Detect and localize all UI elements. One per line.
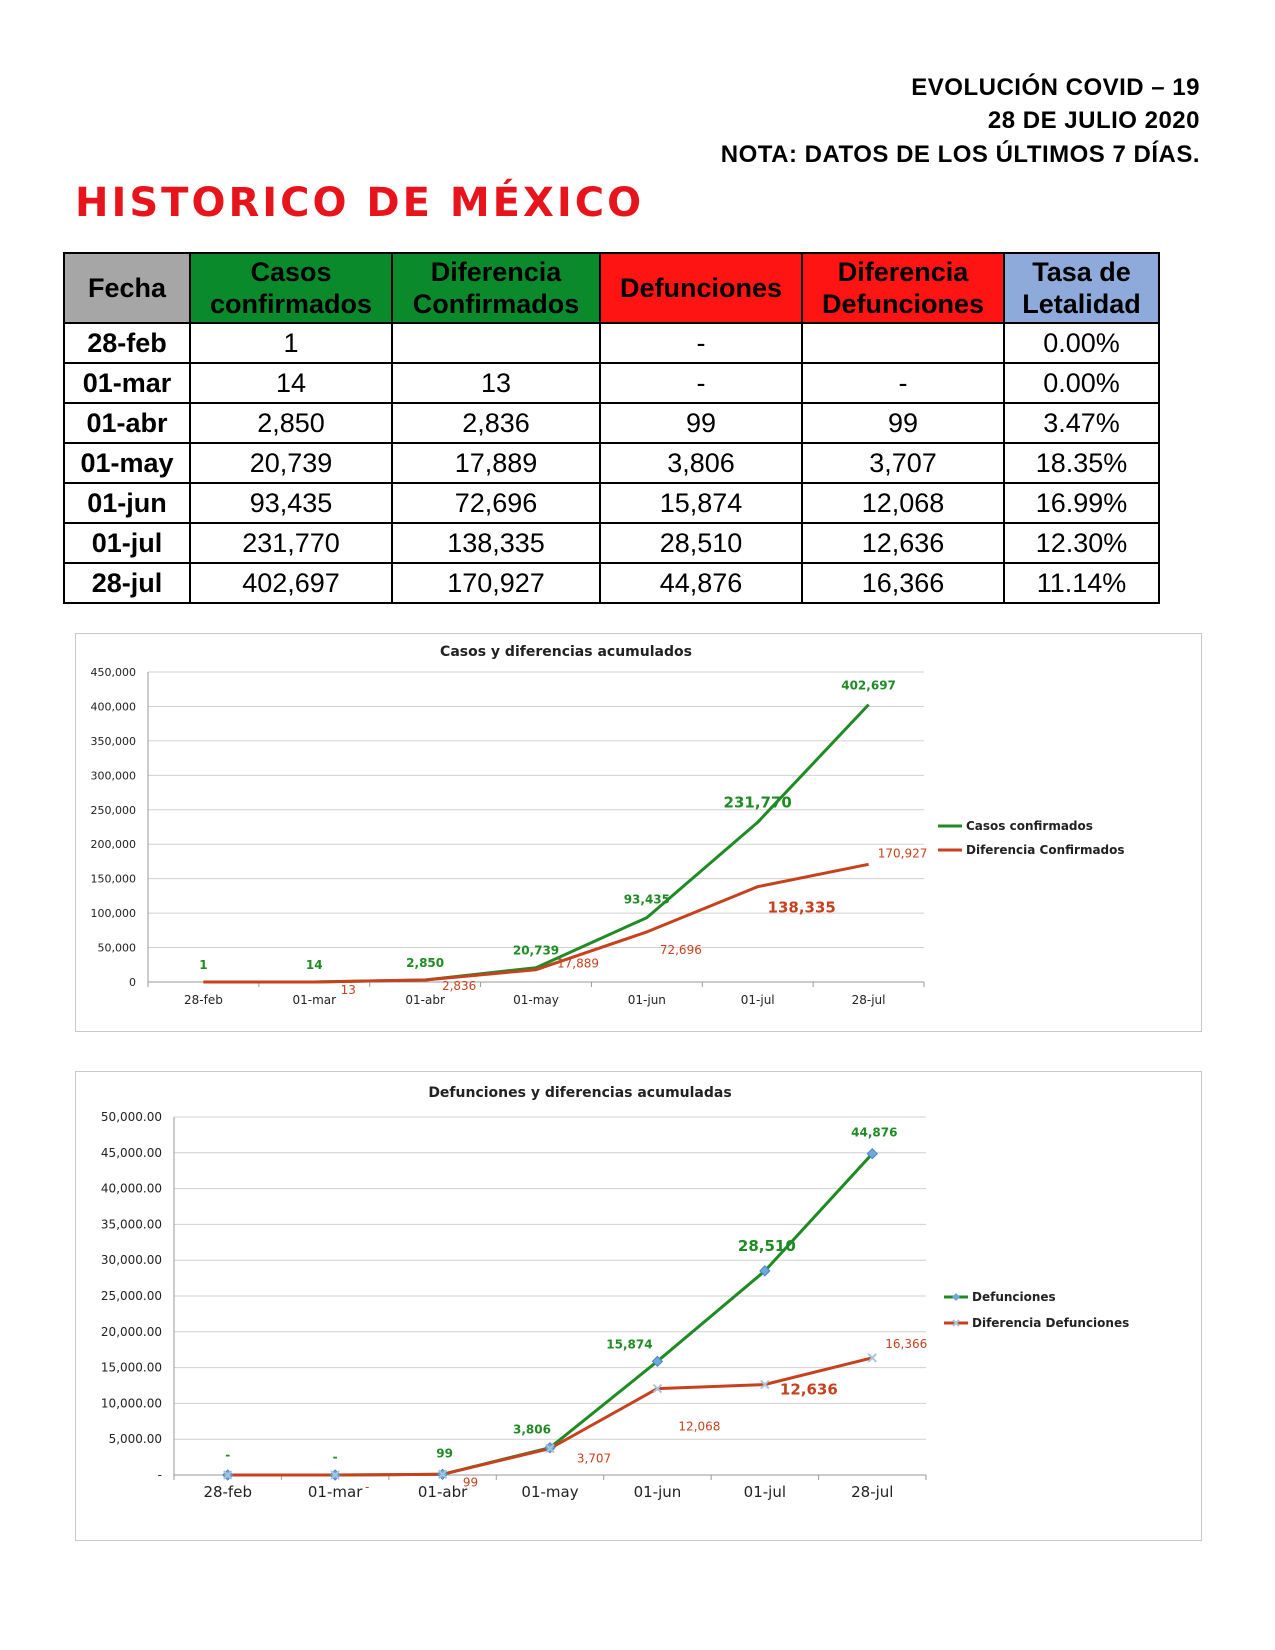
table-cell: 3,707 (802, 443, 1004, 483)
col-header-tasa (1004, 253, 1159, 323)
table-cell (802, 323, 1004, 363)
y-tick-label: 0 (129, 976, 136, 989)
table-cell: 1 (190, 323, 392, 363)
series-line-1 (203, 864, 868, 982)
legend-label: Casos confirmados (966, 819, 1093, 833)
col-header-tasa-line2: Letalidad (1022, 289, 1141, 319)
history-table (63, 252, 1160, 604)
table-cell: 3,806 (600, 443, 802, 483)
data-label: 99 (462, 1475, 479, 1490)
table-cell: 16.99% (1004, 483, 1159, 523)
table-row (64, 523, 1159, 563)
col-header-fecha: Fecha (64, 253, 190, 323)
x-tick-label: 01-jul (743, 1483, 787, 1501)
legend-label: Defunciones (972, 1290, 1056, 1304)
header-line-1: EVOLUCIÓN COVID – 19 (911, 74, 1200, 101)
table-row (64, 363, 1159, 403)
y-tick-label: 15,000.00 (100, 1360, 162, 1375)
table-cell: 0.00% (1004, 363, 1159, 403)
col-header-dif-def (802, 253, 1004, 323)
data-label: 138,335 (767, 898, 836, 917)
data-label: 28,510 (737, 1236, 796, 1255)
table-cell: 12,068 (802, 483, 1004, 523)
table-cell: - (600, 363, 802, 403)
y-tick-label: 5,000.00 (108, 1432, 162, 1447)
chart-defunciones-svg (76, 1072, 1201, 1540)
series-line-0 (203, 705, 868, 982)
x-tick-label: 01-mar (307, 1483, 363, 1501)
table-cell: 44,876 (600, 563, 802, 603)
header-note: NOTA: DATOS DE LOS ÚLTIMOS 7 DÍAS. (720, 141, 1200, 168)
data-label: - (364, 1480, 370, 1494)
header-line-2: 28 DE JULIO 2020 (987, 107, 1200, 134)
table-cell: 18.35% (1004, 443, 1159, 483)
x-tick-label: 01-jun (633, 1483, 682, 1501)
data-label: 13 (340, 982, 356, 997)
data-label: 2,836 (441, 979, 477, 994)
x-tick-label: 01-mar (292, 993, 337, 1007)
col-header-dif-def-line2: Defunciones (821, 289, 985, 319)
x-tick-label: 01-jun (627, 993, 666, 1007)
y-tick-label: 20,000.00 (100, 1324, 162, 1339)
table-cell: 11.14% (1004, 563, 1159, 603)
table-cell: 16,366 (802, 563, 1004, 603)
chart-title: Defunciones y diferencias acumuladas (428, 1085, 732, 1101)
table-cell: 28,510 (600, 523, 802, 563)
y-tick-label: 30,000.00 (100, 1253, 162, 1268)
table-cell: 0.00% (1004, 323, 1159, 363)
chart-casos (75, 633, 1202, 1032)
col-header-defunciones: Defunciones (600, 253, 802, 323)
table-row (64, 443, 1159, 483)
data-label: 12,068 (678, 1419, 721, 1434)
data-label: 15,874 (606, 1337, 653, 1352)
table-cell: 99 (600, 403, 802, 443)
data-label: 3,806 (513, 1422, 551, 1437)
y-tick-label: 250,000 (90, 803, 136, 817)
x-tick-label: 28-jul (851, 993, 886, 1007)
table-cell: 72,696 (392, 483, 600, 523)
data-label: 1 (199, 957, 208, 972)
table-cell: 138,335 (392, 523, 600, 563)
y-tick-label: 35,000.00 (100, 1217, 162, 1232)
col-header-dif-conf (392, 253, 600, 323)
table-row (64, 403, 1159, 443)
col-header-dif-conf-line2: Confirmados (412, 289, 580, 319)
y-tick-label: 40,000.00 (100, 1181, 162, 1196)
table-cell: 12,636 (802, 523, 1004, 563)
legend-marker (952, 1293, 960, 1301)
x-tick-label: 28-jul (851, 1483, 894, 1501)
data-label: 14 (305, 957, 323, 972)
x-tick-label: 28-feb (203, 1483, 252, 1501)
col-header-tasa-line1: Tasa de (1032, 257, 1131, 287)
table-cell: 99 (802, 403, 1004, 443)
table-cell: 402,697 (190, 563, 392, 603)
table-cell: 01-mar (64, 363, 190, 403)
x-tick-label: 01-abr (405, 993, 445, 1007)
data-label: - (225, 1448, 231, 1462)
y-tick-label: 350,000 (90, 734, 136, 748)
y-tick-label: 45,000.00 (100, 1145, 162, 1160)
chart-casos-svg (76, 634, 1201, 1031)
table-cell: 93,435 (190, 483, 392, 523)
data-label: 402,697 (841, 678, 896, 693)
data-label: 93,435 (623, 892, 671, 907)
table-cell (392, 323, 600, 363)
data-label: 3,707 (576, 1451, 612, 1466)
data-label: 16,366 (885, 1336, 928, 1351)
x-tick-label: 01-may (513, 993, 559, 1007)
table-cell: 15,874 (600, 483, 802, 523)
y-tick-label: 400,000 (90, 700, 136, 714)
y-tick-label: 300,000 (90, 769, 136, 783)
table-cell: 2,836 (392, 403, 600, 443)
y-tick-label: 25,000.00 (100, 1289, 162, 1303)
table-cell: 2,850 (190, 403, 392, 443)
data-label: 17,889 (557, 956, 599, 971)
table-cell: 170,927 (392, 563, 600, 603)
x-tick-label: 28-feb (184, 993, 223, 1007)
legend-label: Diferencia Confirmados (966, 843, 1125, 857)
col-header-dif-conf-line1: Diferencia (430, 257, 562, 287)
y-tick-label: 10,000.00 (100, 1396, 162, 1411)
y-tick-label: 200,000 (90, 838, 136, 852)
chart-title: Casos y diferencias acumulados (440, 644, 692, 660)
data-label: 12,636 (779, 1380, 838, 1399)
table-cell: 17,889 (392, 443, 600, 483)
data-label: 44,876 (851, 1125, 898, 1140)
table-cell: 28-jul (64, 563, 190, 603)
y-tick-label: - (157, 1468, 162, 1482)
chart-defunciones (75, 1071, 1202, 1541)
y-tick-label: 100,000 (90, 907, 136, 921)
table-cell: - (802, 363, 1004, 403)
y-tick-label: 150,000 (90, 872, 136, 886)
table-cell: 20,739 (190, 443, 392, 483)
table-cell: 28-feb (64, 323, 190, 363)
table-row (64, 323, 1159, 363)
x-tick-label: 01-may (521, 1483, 579, 1501)
data-label: 231,770 (723, 793, 792, 812)
table-cell: 14 (190, 363, 392, 403)
col-header-casos-line2: confirmados (209, 289, 373, 319)
legend-label: Diferencia Defunciones (972, 1316, 1130, 1330)
data-label: 72,696 (659, 942, 702, 957)
table-cell: 01-may (64, 443, 190, 483)
table-cell: 231,770 (190, 523, 392, 563)
data-label: 170,927 (877, 846, 928, 861)
x-tick-label: 01-abr (417, 1483, 468, 1501)
col-header-casos-line1: Casos (250, 257, 332, 287)
data-label: 99 (436, 1446, 453, 1461)
data-label: 20,739 (512, 943, 560, 958)
y-tick-label: 50,000.00 (100, 1110, 162, 1124)
table-cell: 01-abr (64, 403, 190, 443)
table-cell: 01-jun (64, 483, 190, 523)
data-label: - (332, 1450, 338, 1464)
data-label: 2,850 (406, 956, 445, 971)
y-tick-label: 450,000 (90, 666, 136, 679)
col-header-dif-def-line1: Diferencia (837, 257, 969, 287)
table-cell: 13 (392, 363, 600, 403)
table-row (64, 563, 1159, 603)
table-cell: 01-jul (64, 523, 190, 563)
col-header-casos (190, 253, 392, 323)
table-cell: 12.30% (1004, 523, 1159, 563)
y-tick-label: 50,000 (97, 941, 136, 955)
table-row (64, 483, 1159, 523)
page-title: HISTORICO DE MÉXICO (75, 180, 645, 226)
table-cell: 3.47% (1004, 403, 1159, 443)
series-line-1 (228, 1358, 873, 1475)
x-tick-label: 01-jul (740, 993, 775, 1007)
table-cell: - (600, 323, 802, 363)
